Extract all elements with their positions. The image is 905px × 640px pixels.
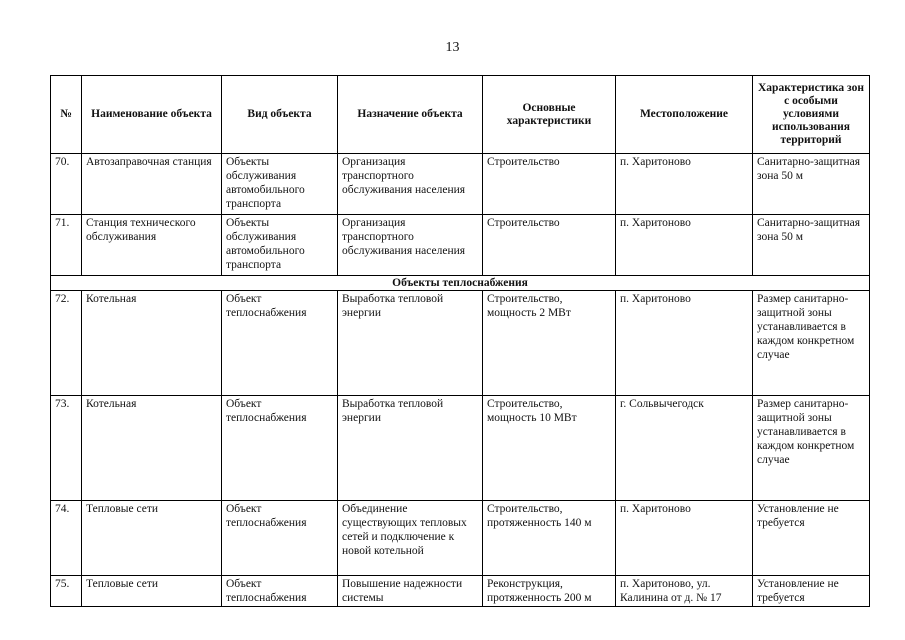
- object-location: г. Сольвычегодск: [616, 396, 753, 501]
- zone-characteristics: Установление не требуется: [753, 576, 870, 607]
- object-name: Тепловые сети: [82, 501, 222, 576]
- object-characteristics: Строительство, протяженность 140 м: [483, 501, 616, 576]
- row-number: 72.: [51, 291, 82, 396]
- column-header-kind: Вид объекта: [222, 76, 338, 154]
- object-name: Тепловые сети: [82, 576, 222, 607]
- objects-table: [50, 75, 870, 607]
- object-location: п. Харитоново: [616, 291, 753, 396]
- object-location: п. Харитоново: [616, 215, 753, 276]
- object-name: Станция технического обслуживания: [82, 215, 222, 276]
- section-title: Объекты теплоснабжения: [51, 276, 870, 291]
- object-purpose: Повышение надежности системы: [338, 576, 483, 607]
- table-row: [51, 154, 870, 215]
- object-name: Котельная: [82, 396, 222, 501]
- table-row: [51, 576, 870, 607]
- zone-characteristics: Санитарно-защитная зона 50 м: [753, 215, 870, 276]
- object-characteristics: Реконструкция, протяженность 200 м: [483, 576, 616, 607]
- object-characteristics: Строительство, мощность 2 МВт: [483, 291, 616, 396]
- object-kind: Объект теплоснабжения: [222, 396, 338, 501]
- row-number: 71.: [51, 215, 82, 276]
- section-row: [51, 276, 870, 291]
- table-row: [51, 291, 870, 396]
- object-location: п. Харитоново: [616, 154, 753, 215]
- table-header-row: [51, 76, 870, 154]
- zone-characteristics: Размер санитарно-защитной зоны устанавливается в каждом конкретном случае: [753, 396, 870, 501]
- table-row: [51, 501, 870, 576]
- column-header-characteristics: Основные характеристики: [483, 76, 616, 154]
- object-purpose: Объединение существующих тепловых сетей и подключение к новой котельной: [338, 501, 483, 576]
- object-purpose: Организация транспортного обслуживания населения: [338, 154, 483, 215]
- object-name: Котельная: [82, 291, 222, 396]
- zone-characteristics: Установление не требуется: [753, 501, 870, 576]
- object-kind: Объект теплоснабжения: [222, 576, 338, 607]
- row-number: 75.: [51, 576, 82, 607]
- object-purpose: Выработка тепловой энергии: [338, 291, 483, 396]
- table-row: [51, 215, 870, 276]
- object-characteristics: Строительство: [483, 154, 616, 215]
- object-kind: Объекты обслуживания автомобильного транспорта: [222, 215, 338, 276]
- object-name: Автозаправочная станция: [82, 154, 222, 215]
- column-header-name: Наименование объекта: [82, 76, 222, 154]
- page-number: 13: [445, 40, 460, 55]
- zone-characteristics: Санитарно-защитная зона 50 м: [753, 154, 870, 215]
- column-header-location: Местоположение: [616, 76, 753, 154]
- object-location: п. Харитоново: [616, 501, 753, 576]
- object-kind: Объект теплоснабжения: [222, 501, 338, 576]
- column-header-number: №: [51, 76, 82, 154]
- column-header-zone: Характеристика зон с особыми условиями использования территорий: [753, 76, 870, 154]
- row-number: 74.: [51, 501, 82, 576]
- row-number: 70.: [51, 154, 82, 215]
- table-row: [51, 396, 870, 501]
- object-kind: Объекты обслуживания автомобильного транспорта: [222, 154, 338, 215]
- zone-characteristics: Размер санитарно-защитной зоны устанавливается в каждом конкретном случае: [753, 291, 870, 396]
- column-header-purpose: Назначение объекта: [338, 76, 483, 154]
- object-characteristics: Строительство, мощность 10 МВт: [483, 396, 616, 501]
- object-kind: Объект теплоснабжения: [222, 291, 338, 396]
- object-purpose: Организация транспортного обслуживания населения: [338, 215, 483, 276]
- object-characteristics: Строительство: [483, 215, 616, 276]
- object-purpose: Выработка тепловой энергии: [338, 396, 483, 501]
- row-number: 73.: [51, 396, 82, 501]
- object-location: п. Харитоново, ул. Калинина от д. № 17: [616, 576, 753, 607]
